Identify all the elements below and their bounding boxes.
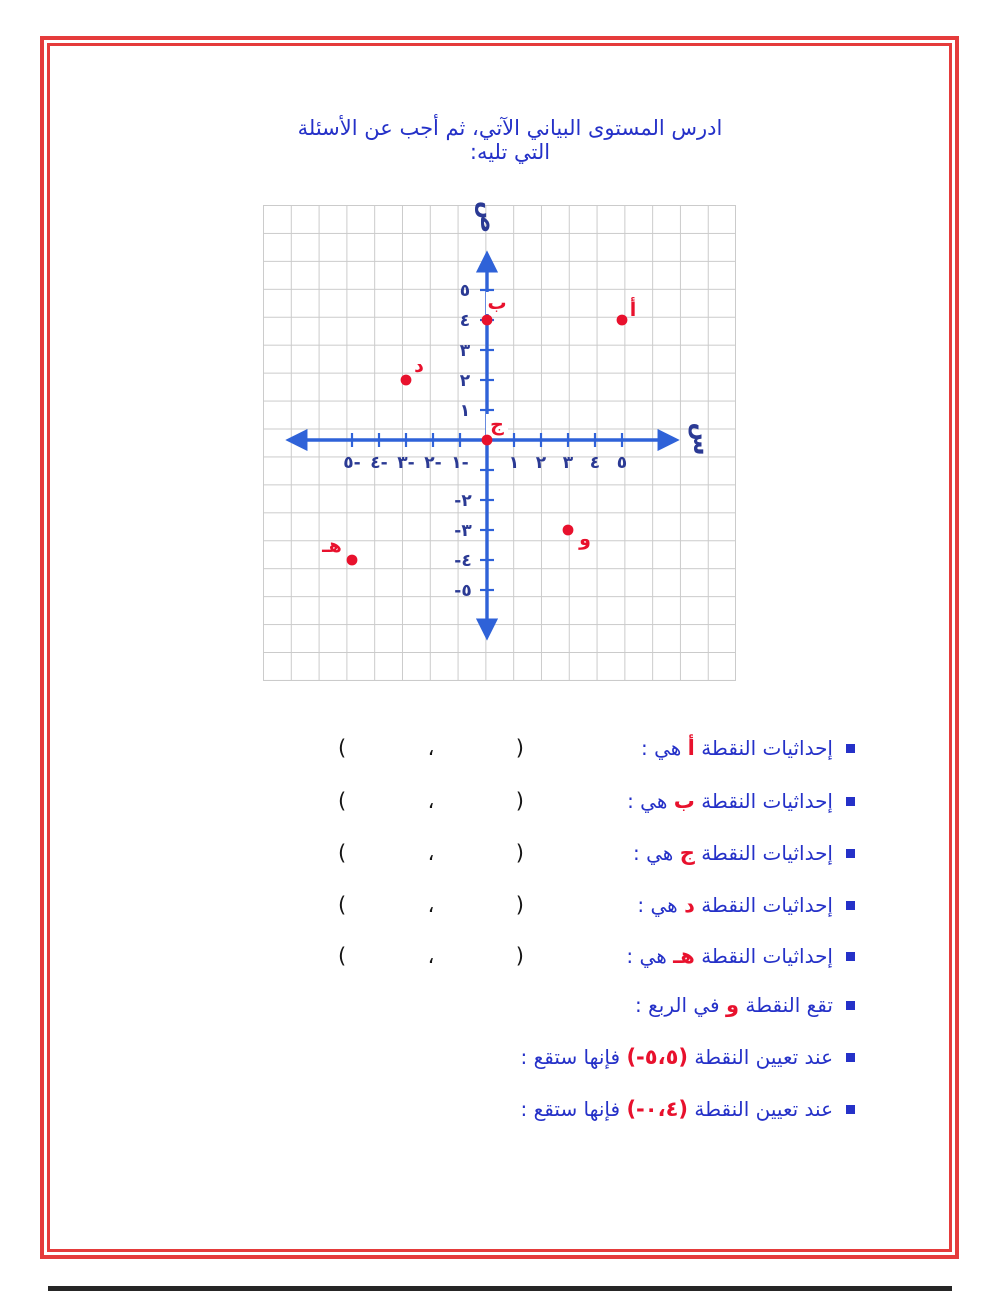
answer-paren-close: ) (515, 944, 524, 968)
data-point (482, 315, 493, 326)
svg-text:٣: ٣ (459, 341, 471, 361)
question-text-segment: هي : (626, 944, 674, 968)
point-reference: (-٠،٤) (626, 1097, 689, 1121)
question-text (633, 841, 833, 865)
question-text-segment: عند تعيين النقطة (688, 1045, 833, 1069)
data-point (401, 375, 412, 386)
svg-text:-٤: -٤ (454, 551, 472, 571)
svg-text:١: ١ (508, 453, 520, 473)
question-row-4 (140, 884, 855, 926)
answer-comma: ، (427, 944, 435, 968)
question-text-segment: إحداثيات النقطة (694, 789, 833, 813)
question-text-segment: إحداثيات النقطة (694, 944, 833, 968)
data-point (482, 435, 493, 446)
answer-paren-open: ( (338, 944, 347, 968)
data-point (563, 525, 574, 536)
data-point (347, 555, 358, 566)
svg-text:٢: ٢ (459, 371, 471, 391)
svg-text:-٣: -٣ (454, 521, 472, 541)
y-axis-label: ص (475, 200, 503, 234)
point-label: هـ (322, 535, 342, 557)
coordinate-plane (263, 200, 736, 681)
question-text-segment: فإنها ستقع : (520, 1045, 627, 1069)
svg-text:٥: ٥ (616, 453, 628, 473)
svg-text:١-: ١- (451, 453, 469, 473)
answer-comma: ، (427, 893, 435, 917)
answer-blank-5[interactable] (338, 940, 524, 972)
point-reference: (-٥،٥) (626, 1045, 689, 1069)
svg-text:٤-: ٤- (370, 453, 388, 473)
svg-text:٥-: ٥- (343, 453, 361, 473)
point-label: و (579, 528, 591, 550)
svg-text:٣: ٣ (562, 453, 574, 473)
bullet-square-icon (846, 797, 855, 806)
answer-comma: ، (427, 841, 435, 865)
question-text (641, 736, 833, 760)
bullet-square-icon (846, 901, 855, 910)
answer-paren-open: ( (338, 736, 347, 760)
x-axis-label: س (688, 422, 716, 456)
bullet-square-icon (846, 849, 855, 858)
question-text (635, 993, 833, 1017)
question-row-1 (140, 727, 855, 769)
plotted-points (321, 292, 636, 565)
answer-blank-3[interactable] (338, 837, 524, 869)
svg-text:١: ١ (459, 401, 471, 421)
answer-paren-close: ) (515, 841, 524, 865)
question-text (627, 789, 833, 813)
question-text-segment: هي : (637, 893, 685, 917)
svg-text:-٢: -٢ (454, 491, 472, 511)
answer-comma: ، (427, 736, 435, 760)
answer-blank-4[interactable] (338, 889, 524, 921)
svg-text:٣-: ٣- (397, 453, 415, 473)
answer-blank-2[interactable] (338, 785, 524, 817)
worksheet-title: ادرس المستوى البياني الآتي، ثم أجب عن الأسئلة التي تليه: (297, 116, 723, 164)
svg-text:٥: ٥ (459, 281, 471, 301)
point-reference: د (684, 893, 695, 917)
question-text-segment: فإنها ستقع : (520, 1097, 627, 1121)
question-text-segment: هي : (627, 789, 674, 813)
question-text-segment: في الربع : (635, 993, 726, 1017)
answer-paren-open: ( (338, 893, 347, 917)
bullet-square-icon (846, 952, 855, 961)
point-reference: ج (679, 841, 695, 865)
data-point (617, 315, 628, 326)
question-text-segment: إحداثيات النقطة (694, 841, 833, 865)
svg-text:٤: ٤ (459, 311, 471, 331)
question-text (626, 944, 833, 968)
question-text-segment: عند تعيين النقطة (688, 1097, 833, 1121)
svg-text:٢-: ٢- (424, 453, 442, 473)
bullet-square-icon (846, 1053, 855, 1062)
question-text-segment: إحداثيات النقطة (694, 736, 833, 760)
point-label: د (414, 355, 424, 377)
point-reference: و (725, 993, 740, 1017)
question-text-segment: إحداثيات النقطة (694, 893, 833, 917)
point-label: ج (490, 414, 504, 436)
answer-paren-open: ( (338, 789, 347, 813)
answer-comma: ، (427, 789, 435, 813)
answer-paren-close: ) (515, 736, 524, 760)
point-reference: أ (687, 736, 695, 760)
question-row-8 (140, 1088, 855, 1130)
question-row-6 (140, 984, 855, 1026)
answer-paren-close: ) (515, 893, 524, 917)
point-label: ب (487, 292, 507, 314)
page-bottom-edge (48, 1286, 952, 1291)
answer-blank-1[interactable] (338, 732, 524, 764)
svg-text:٢: ٢ (535, 453, 547, 473)
svg-text:-٥: -٥ (454, 581, 472, 601)
question-text (637, 893, 833, 917)
question-text-segment: هي : (640, 736, 688, 760)
question-text (521, 1097, 833, 1121)
point-label: أ (629, 299, 637, 321)
question-row-5 (140, 935, 855, 977)
question-text-segment: تقع النقطة (739, 993, 833, 1017)
axes (292, 257, 673, 634)
question-row-3 (140, 832, 855, 874)
answer-paren-close: ) (515, 789, 524, 813)
answer-paren-open: ( (338, 841, 347, 865)
question-row-2 (140, 780, 855, 822)
point-reference: هـ (673, 944, 695, 968)
bullet-square-icon (846, 1105, 855, 1114)
question-text-segment: هي : (633, 841, 680, 865)
svg-text:٤: ٤ (589, 453, 601, 473)
question-text (521, 1045, 833, 1069)
point-reference: ب (673, 789, 695, 813)
coordinate-plane-svg (263, 200, 736, 681)
bullet-square-icon (846, 744, 855, 753)
bullet-square-icon (846, 1001, 855, 1010)
question-row-7 (140, 1036, 855, 1078)
